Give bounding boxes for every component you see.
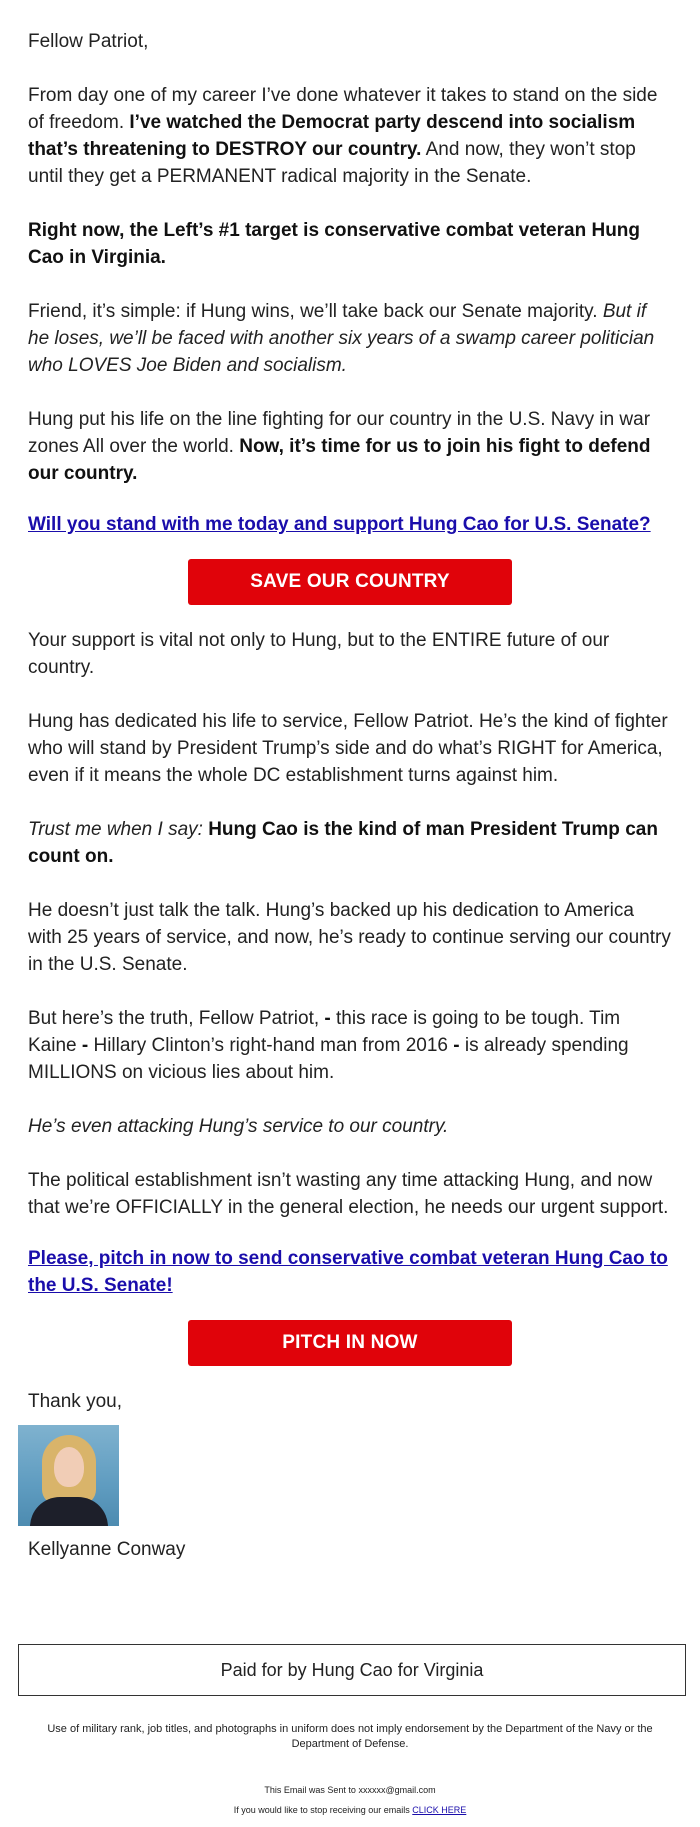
paragraph-link-support <box>28 511 672 538</box>
truth-text-b: this race is going to be tough. Tim Kaine <box>28 1008 621 1056</box>
paragraph-trust <box>28 816 672 870</box>
attacking-italic-text: He’s even attacking Hung’s service to our country. <box>28 1116 449 1137</box>
disclaimer-text: Use of military rank, job titles, and photographs in uniform does not imply endorsement by the Department of the Navy or the Department of Defense. <box>47 1723 653 1750</box>
simple-text: Friend, it’s simple: if Hung wins, we’ll take back our Senate majority. <box>28 301 603 322</box>
truth-text-d: is already spending MILLIONS on vicious lies about him. <box>28 1035 629 1083</box>
paragraph-navy <box>28 406 672 487</box>
navy-text: Hung put his life on the line fighting for our country in the U.S. Navy in war zones All over the world. <box>28 409 651 457</box>
sent-to-text: This Email was Sent to xxxxxx@gmail.com <box>264 1785 436 1795</box>
truth-dash-1: - <box>324 1008 331 1029</box>
simple-italic-text: But if he loses, we’ll be faced with another six years of a swamp career politician who LOVES Joe Biden and socialism. <box>28 301 655 376</box>
support-link[interactable]: Will you stand with me today and support Hung Cao for U.S. Senate? <box>28 514 651 535</box>
unsubscribe-text: If you would like to stop receiving our emails <box>233 1805 413 1815</box>
button-row-2 <box>28 1320 672 1366</box>
greeting: Fellow Patriot, <box>28 31 149 52</box>
thanks-text: Thank you, <box>28 1391 122 1412</box>
pitch-in-now-button[interactable]: PITCH IN NOW <box>188 1320 512 1366</box>
paragraph-support-vital: Your support is vital not only to Hung, but to the ENTIRE future of our country. <box>28 630 610 678</box>
button-row-1 <box>28 559 672 605</box>
paid-for-box: Paid for by Hung Cao for Virginia <box>18 1644 686 1696</box>
trust-italic-text: Trust me when I say: <box>28 819 209 840</box>
intro-text: From day one of my career I’ve done whatever it takes to stand on the side of freedom. <box>28 85 658 133</box>
trust-bold-text: Hung Cao is the kind of man President Trump can count on. <box>28 819 658 867</box>
signer-photo <box>18 1425 119 1526</box>
truth-dash-2: - <box>81 1035 89 1056</box>
paragraph-link-pitch <box>28 1245 672 1299</box>
intro-bold-text: I’ve watched the Democrat party descend into socialism that’s threatening to DESTROY our country. <box>28 112 636 160</box>
truth-text-c: Hillary Clinton’s right-hand man from 2016 <box>88 1035 454 1056</box>
paragraph-target <box>28 217 672 271</box>
paragraph-intro <box>28 82 672 190</box>
intro-text-end: And now, they won’t stop until they get a PERMANENT radical majority in the Senate. <box>28 139 636 187</box>
unsubscribe-line <box>0 1805 700 1815</box>
paragraph-attacking <box>28 1113 672 1140</box>
truth-text-a: But here’s the truth, Fellow Patriot, <box>28 1008 325 1029</box>
target-bold-text: Right now, the Left’s #1 target is conservative combat veteran Hung Cao in Virginia. <box>28 220 641 268</box>
truth-dash-3: - <box>453 1035 460 1056</box>
signer-name: Kellyanne Conway <box>28 1539 186 1560</box>
unsubscribe-link[interactable]: CLICK HERE <box>412 1805 467 1815</box>
paragraph-simple <box>28 298 672 379</box>
pitch-in-link[interactable]: Please, pitch in now to send conservative combat veteran Hung Cao to the U.S. Senate! <box>28 1248 668 1296</box>
save-our-country-button[interactable]: SAVE OUR COUNTRY <box>188 559 512 605</box>
paragraph-dedicated: Hung has dedicated his life to service, Fellow Patriot. He’s the kind of fighter who will stand by President Trump’s side and do what’s RIGHT for America, even if it means the whole DC establishment turns against him. <box>28 711 668 786</box>
navy-bold-text: Now, it’s time for us to join his fight to defend our country. <box>28 436 651 484</box>
paragraph-service: He doesn’t just talk the talk. Hung’s backed up his dedication to America with 25 years of service, and now, he’s ready to continue serving our country in the U.S. Senate. <box>28 900 671 975</box>
paragraph-establishment: The political establishment isn’t wasting any time attacking Hung, and now that we’re OFFICIALLY in the general election, he needs our urgent support. <box>28 1170 669 1218</box>
paragraph-truth <box>28 1005 672 1086</box>
